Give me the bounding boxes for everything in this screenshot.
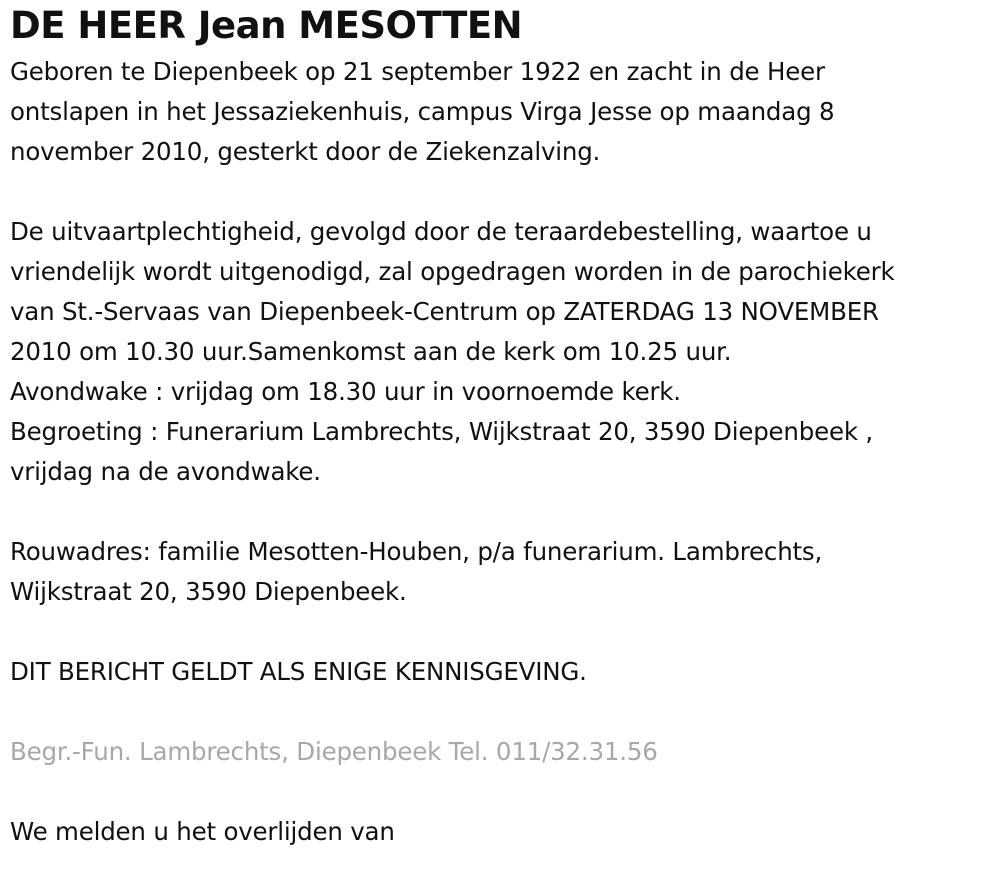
announcement-paragraph	[10, 812, 995, 852]
obituary-notice	[10, 0, 995, 852]
ceremony-line: Begroeting : Funerarium Lambrechts, Wijkstraat 20, 3590 Diepenbeek ,	[10, 417, 874, 446]
announcement-line: We melden u het overlijden van	[10, 817, 395, 846]
address-line: Wijkstraat 20, 3590 Diepenbeek.	[10, 577, 407, 606]
intro-line: november 2010, gesterkt door de Ziekenzalving.	[10, 137, 601, 166]
intro-paragraph	[10, 52, 995, 172]
ceremony-line: Avondwake : vrijdag om 18.30 uur in voornoemde kerk.	[10, 377, 681, 406]
deceased-name-title: DE HEER Jean MESOTTEN	[10, 4, 523, 47]
paragraph-gap	[10, 612, 995, 652]
ceremony-paragraph	[10, 212, 995, 492]
paragraph-gap	[10, 692, 995, 732]
paragraph-gap	[10, 492, 995, 532]
funeral-home-line: Begr.-Fun. Lambrechts, Diepenbeek Tel. 011/32.31.56	[10, 737, 658, 766]
paragraph-gap	[10, 772, 995, 812]
ceremony-line: vrijdag na de avondwake.	[10, 457, 321, 486]
intro-line: ontslapen in het Jessaziekenhuis, campus Virga Jesse op maandag 8	[10, 97, 835, 126]
ceremony-line: 2010 om 10.30 uur.Samenkomst aan de kerk om 10.25 uur.	[10, 337, 732, 366]
address-line: Rouwadres: familie Mesotten-Houben, p/a funerarium. Lambrechts,	[10, 537, 823, 566]
intro-line: Geboren te Diepenbeek op 21 september 1922 en zacht in de Heer	[10, 57, 825, 86]
address-paragraph	[10, 532, 995, 612]
paragraph-gap	[10, 172, 995, 212]
ceremony-line: van St.-Servaas van Diepenbeek-Centrum op ZATERDAG 13 NOVEMBER	[10, 297, 879, 326]
notice-line: DIT BERICHT GELDT ALS ENIGE KENNISGEVING.	[10, 657, 587, 686]
funeral-home-credit	[10, 732, 995, 772]
ceremony-line: vriendelijk wordt uitgenodigd, zal opgedragen worden in de parochiekerk	[10, 257, 895, 286]
notice-statement	[10, 652, 995, 692]
ceremony-line: De uitvaartplechtigheid, gevolgd door de teraardebestelling, waartoe u	[10, 217, 872, 246]
